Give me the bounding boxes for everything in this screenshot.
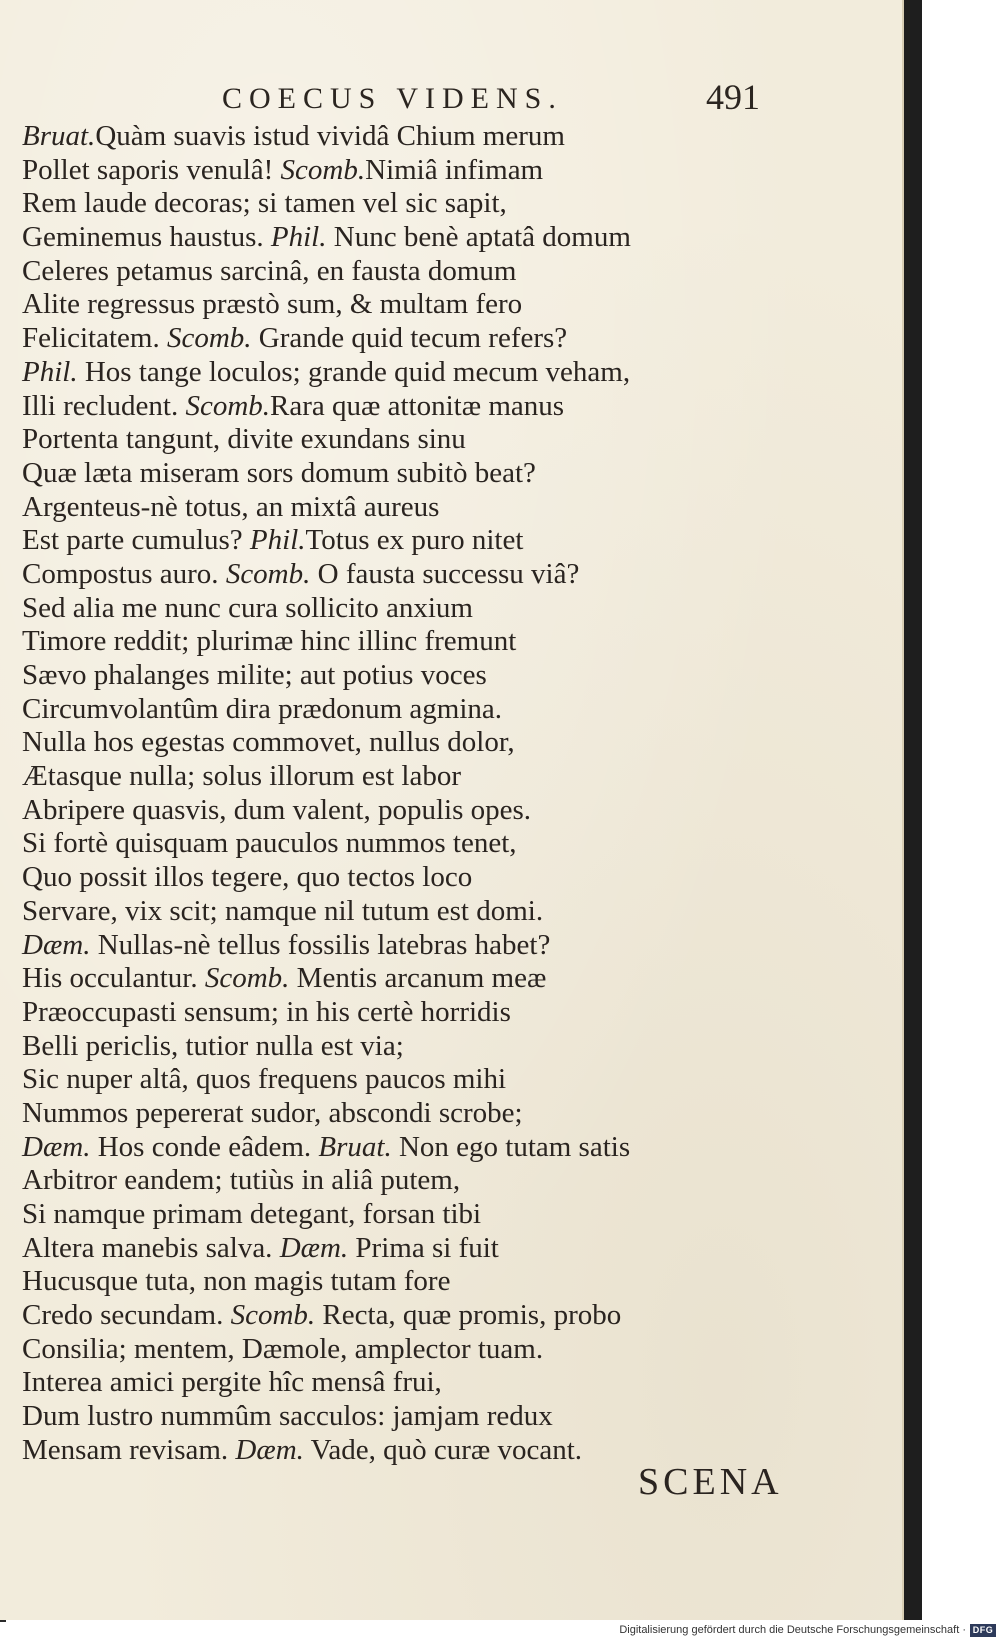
verse-text-segment: Sævo phalanges milite; aut potius voces	[22, 659, 487, 691]
verse-text-segment: Geminemus haustus.	[22, 221, 271, 254]
verse-line	[22, 625, 862, 659]
verse-line	[22, 1232, 862, 1266]
verse-line	[22, 1333, 862, 1367]
verse-line	[22, 827, 862, 861]
verse-line	[22, 1299, 862, 1333]
verse-text-segment: Compostus auro.	[22, 557, 226, 590]
speaker-label: Scomb.	[230, 1299, 316, 1332]
verse-text-segment: Argenteus-nè totus, an mixtâ aureus	[22, 490, 440, 523]
verse-text-segment: Nunc benè aptatâ domum	[326, 221, 631, 254]
funding-credit: Digitalisierung gefördert durch die Deutsche Forschungsgemeinschaft ·	[619, 1624, 966, 1636]
verse-text-segment: Mensam revisam.	[22, 1433, 236, 1466]
verse-text-segment: Nimiâ infimam	[365, 153, 544, 186]
verse-line	[22, 760, 862, 794]
verse-text-segment: Ætasque nulla; solus illorum est labor	[22, 760, 461, 793]
catchword: SCENA	[638, 1461, 783, 1503]
verse-line	[22, 693, 862, 727]
verse-text-segment: Sed alia me nunc cura sollicito anxium	[22, 591, 473, 624]
verse-line	[22, 962, 862, 996]
verse-text-segment: Servare, vix scit; namque nil tutum est domi.	[22, 894, 544, 927]
speaker-label: Bruat.	[318, 1130, 392, 1163]
verse-line	[22, 1131, 862, 1165]
verse-text	[22, 120, 862, 1468]
verse-text-segment: Hucusque tuta, non magis tutam fore	[22, 1265, 451, 1298]
verse-text-segment: Vade, quò curæ vocant.	[303, 1433, 583, 1466]
verse-line	[22, 659, 862, 693]
verse-text-segment: Portenta tangunt, divite exundans sinu	[22, 423, 466, 456]
dfg-logo: DFG	[970, 1624, 996, 1637]
verse-line	[22, 1400, 862, 1434]
verse-text-segment: Totus ex puro nitet	[305, 524, 524, 557]
verse-text-segment: Arbitror eandem; tutiùs in aliâ putem,	[22, 1164, 461, 1197]
verse-line	[22, 1366, 862, 1400]
verse-text-segment: Si fortè quisquam pauculos nummos tenet,	[22, 827, 517, 860]
speaker-label: Scomb.	[280, 153, 366, 186]
running-title: COECUS VIDENS.	[222, 82, 563, 115]
verse-line	[22, 1097, 862, 1131]
digitization-footer	[0, 1622, 1000, 1640]
verse-text-segment: Præoccupasti sensum; in his certè horridis	[22, 995, 511, 1028]
speaker-label: Phil.	[22, 355, 78, 388]
verse-line	[22, 1265, 862, 1299]
speaker-label: Scomb.	[185, 389, 271, 422]
verse-text-segment: Prima si fuit	[348, 1231, 499, 1264]
verse-line	[22, 457, 862, 491]
speaker-label: Phil.	[249, 524, 306, 557]
verse-line	[22, 356, 862, 390]
verse-text-segment: Hos tange loculos; grande quid mecum veham,	[77, 355, 631, 388]
speaker-label: Scomb.	[204, 962, 290, 995]
verse-text-segment: Nulla hos egestas commovet, nullus dolor,	[22, 726, 515, 759]
verse-text-segment: Consilia; mentem, Dæmole, amplector tuam.	[22, 1332, 544, 1365]
speaker-label: Dæm.	[22, 928, 91, 961]
verse-text-segment: Quæ læta miseram sors domum subitò beat?	[22, 456, 536, 489]
page-number: 491	[706, 77, 760, 117]
verse-text-segment: Quo possit illos tegere, quo tectos loco	[22, 861, 473, 894]
verse-line	[22, 322, 862, 356]
verse-text-segment: Dum lustro nummûm sacculos: jamjam redux	[22, 1400, 553, 1433]
verse-text-segment: Altera manebis salva.	[22, 1231, 280, 1264]
verse-text-segment: Credo secundam.	[22, 1299, 231, 1332]
verse-line	[22, 929, 862, 963]
verse-line	[22, 861, 862, 895]
verse-text-segment: Mentis arcanum meæ	[289, 962, 547, 995]
verse-line	[22, 187, 862, 221]
verse-text-segment: His occulantur.	[22, 962, 205, 995]
verse-line	[22, 390, 862, 424]
verse-text-segment: Hos conde eâdem.	[90, 1130, 319, 1163]
verse-text-segment: Celeres petamus sarcinâ, en fausta domum	[22, 254, 517, 287]
verse-text-segment: Felicitatem.	[22, 322, 167, 355]
verse-text-segment: Timore reddit; plurimæ hinc illinc fremunt	[22, 625, 517, 658]
verse-text-segment: Quàm suavis istud vividâ Chium merum	[95, 120, 565, 152]
verse-line	[22, 120, 862, 154]
verse-line	[22, 996, 862, 1030]
verse-text-segment: Nullas-nè tellus fossilis latebras habet?	[90, 928, 551, 961]
verse-text-segment: O fausta successu viâ?	[310, 557, 580, 590]
verse-line	[22, 221, 862, 255]
speaker-label: Phil.	[270, 221, 327, 254]
page-header	[0, 76, 902, 126]
verse-text-segment: Interea amici pergite hîc mensâ frui,	[22, 1366, 442, 1399]
verse-line	[22, 558, 862, 592]
verse-text-segment: Recta, quæ promis, probo	[315, 1299, 622, 1332]
verse-line	[22, 1164, 862, 1198]
verse-text-segment: Pollet saporis venulâ!	[22, 153, 281, 186]
speaker-label: Dæm.	[22, 1130, 91, 1163]
verse-text-segment: Grande quid tecum refers?	[251, 322, 568, 355]
verse-line	[22, 1030, 862, 1064]
verse-line	[22, 524, 862, 558]
verse-text-segment: Alite regressus præstò sum, & multam fero	[22, 288, 523, 321]
verse-line	[22, 255, 862, 289]
verse-text-segment: Rem laude decoras; si tamen vel sic sapit,	[22, 187, 507, 220]
verse-text-segment: Illi recludent.	[22, 389, 186, 422]
verse-line	[22, 423, 862, 457]
verse-line	[22, 154, 862, 188]
verse-line	[22, 895, 862, 929]
speaker-label: Scomb.	[166, 322, 252, 355]
verse-line	[22, 1198, 862, 1232]
verse-line	[22, 794, 862, 828]
verse-line	[22, 592, 862, 626]
verse-text-segment: Sic nuper altâ, quos frequens paucos mihi	[22, 1063, 507, 1096]
verse-text-segment: Belli periclis, tutior nulla est via;	[22, 1029, 404, 1062]
speaker-label: Bruat.	[22, 120, 96, 152]
verse-text-segment: Abripere quasvis, dum valent, populis opes.	[22, 793, 532, 826]
speaker-label: Scomb.	[225, 557, 311, 590]
verse-text-segment: Nummos pepererat sudor, abscondi scrobe;	[22, 1096, 523, 1129]
verse-text-segment: Est parte cumulus?	[22, 524, 250, 557]
verse-line	[22, 1063, 862, 1097]
verse-line	[22, 726, 862, 760]
verse-text-segment: Rara quæ attonitæ manus	[270, 389, 565, 422]
speaker-label: Dæm.	[279, 1231, 349, 1264]
verse-line	[22, 288, 862, 322]
verse-text-segment: Si namque primam detegant, forsan tibi	[22, 1198, 482, 1230]
verse-text-segment: Circumvolantûm dira prædonum agmina.	[22, 692, 503, 725]
scan-edge-right	[904, 0, 922, 1620]
verse-line	[22, 491, 862, 525]
verse-text-segment: Non ego tutam satis	[391, 1130, 631, 1163]
speaker-label: Dæm.	[235, 1433, 304, 1466]
